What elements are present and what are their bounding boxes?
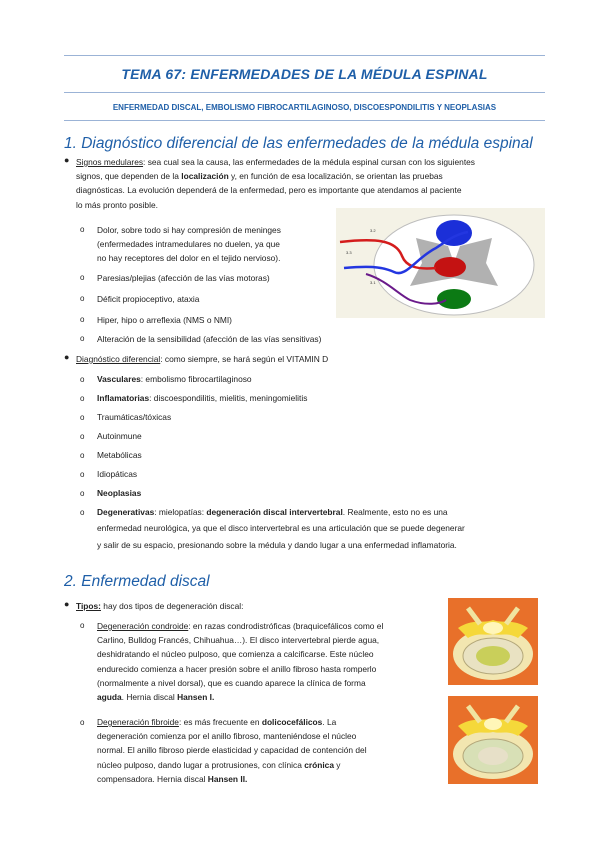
degenerativas-line: enfermedad neurológica, ya que el disco intervertebral es una articulación que se puede degenerar [97, 523, 465, 533]
circle-bullet-icon: o [80, 451, 85, 460]
signos-paragraph: Signos medulares: sea cual sea la causa, las enfermedades de la médula espinal cursan con los siguientes signos, que dependen de la localización y, en función de esa localización, se orientan las pruebas diagnósticas. La evolución dependerá de la enfermedad, pero es importante que atendamos al paciente lo más pronto posible. [76, 157, 475, 210]
fibroide-paragraph: Degeneración fibroide: es más frecuente en dolicocefálicos. La degeneración comienza por el anillo fibroso, manteniéndose el núcleo normal. El anillo fibroso pierde elasticidad y capacidad de contención del núcleo pulposo, dando lugar a protrusiones, con clínica crónica y compensadora. Hernia discal Hansen II. [97, 717, 367, 784]
list-item: Traumáticas/tóxicas [97, 412, 172, 422]
tipos-paragraph: Tipos: hay dos tipos de degeneración discal: [76, 601, 244, 611]
page-title: TEMA 67: ENFERMEDADES DE LA MÉDULA ESPINAL [121, 66, 488, 82]
circle-bullet-icon: o [80, 273, 85, 282]
section2-heading: 2. Enfermedad discal [64, 573, 210, 590]
circle-bullet-icon: o [80, 432, 85, 441]
circle-bullet-icon: o [80, 394, 85, 403]
bullet-icon: ● [64, 599, 70, 609]
list-item: Déficit propioceptivo, ataxia [97, 294, 200, 304]
circle-bullet-icon: o [80, 225, 85, 234]
circle-bullet-icon: o [80, 489, 85, 498]
circle-bullet-icon: o [80, 334, 85, 343]
list-item: Vasculares: embolismo fibrocartilaginoso [97, 374, 252, 384]
figure-label: 3.1 [370, 280, 376, 285]
circle-bullet-icon: o [80, 375, 85, 384]
circle-bullet-icon: o [80, 508, 85, 517]
circle-bullet-icon: o [80, 294, 85, 303]
bullet-icon: ● [64, 155, 70, 165]
subtitle-rule [64, 120, 545, 121]
circle-bullet-icon: o [80, 718, 85, 727]
list-item: Metabólicas [97, 450, 142, 460]
list-item: Hiper, hipo o arreflexia (NMS o NMI) [97, 315, 232, 325]
degenerativas-line: y salir de su espacio, presionando sobre la médula y dando lugar a una enfermedad inflamatoria. [97, 540, 457, 550]
figure-label: 3.3 [346, 250, 352, 255]
red-region [434, 257, 466, 277]
green-region [437, 289, 471, 309]
degenerativas-item: Degenerativas: mielopatías: degeneración discal intervertebral. Realmente, esto no es una [97, 507, 448, 517]
diagnostico-paragraph: Diagnóstico diferencial: como siempre, se hará según el VITAMIN D [76, 354, 329, 364]
diagnostico-term: Diagnóstico diferencial [76, 354, 161, 364]
signos-term: Signos medulares [76, 157, 144, 167]
list-item: Autoinmune [97, 431, 142, 441]
circle-bullet-icon: o [80, 315, 85, 324]
list-item: Paresias/plejias (afección de las vías motoras) [97, 273, 270, 283]
page-subtitle: ENFERMEDAD DISCAL, EMBOLISMO FIBROCARTILAGINOSO, DISCOESPONDILITIS Y NEOPLASIAS [112, 103, 497, 112]
circle-bullet-icon: o [80, 470, 85, 479]
fibroide-disc-illustration [448, 696, 538, 784]
list-item: Inflamatorias: discoespondilitis, mielitis, meningomielitis [97, 393, 308, 403]
bullet-icon: ● [64, 352, 70, 362]
list-item: Idiopáticas [97, 469, 138, 479]
tipos-term: Tipos: [76, 601, 101, 611]
list-item: Alteración de la sensibilidad (afección de las vías sensitivas) [97, 334, 322, 344]
spinal-cord-diagram [336, 208, 545, 318]
list-item: Dolor, sobre todo si hay compresión de meninges (enfermedades intramedulares no duelen, ya que no hay receptores del dolor en el tejido nervioso). [97, 225, 281, 264]
figure-label: 3.2 [370, 228, 376, 233]
condroide-disc-illustration [448, 598, 538, 685]
circle-bullet-icon: o [80, 413, 85, 422]
list-item: Neoplasias [97, 488, 142, 498]
section1-heading: 1. Diagnóstico diferencial de las enfermedades de la médula espinal [64, 135, 533, 152]
condroide-paragraph: Degeneración condroide: en razas condrodistróficas (braquicefálicos como el Carlino, Bulldog Francés, Chihuahua…). El disco intervertebral pierde agua, deshidratando el núcleo pulposo, que comienza a calcificarse. Este núcleo endurecido comienza a hacer presión sobre el anillo fibroso hasta romperlo (normalmente a nivel dorsal), que es cuando aparece la clínica de forma aguda. Hernia discal Hansen I. [97, 621, 384, 703]
circle-bullet-icon: o [80, 621, 85, 630]
top-rule [64, 55, 545, 56]
title-rule [64, 92, 545, 93]
